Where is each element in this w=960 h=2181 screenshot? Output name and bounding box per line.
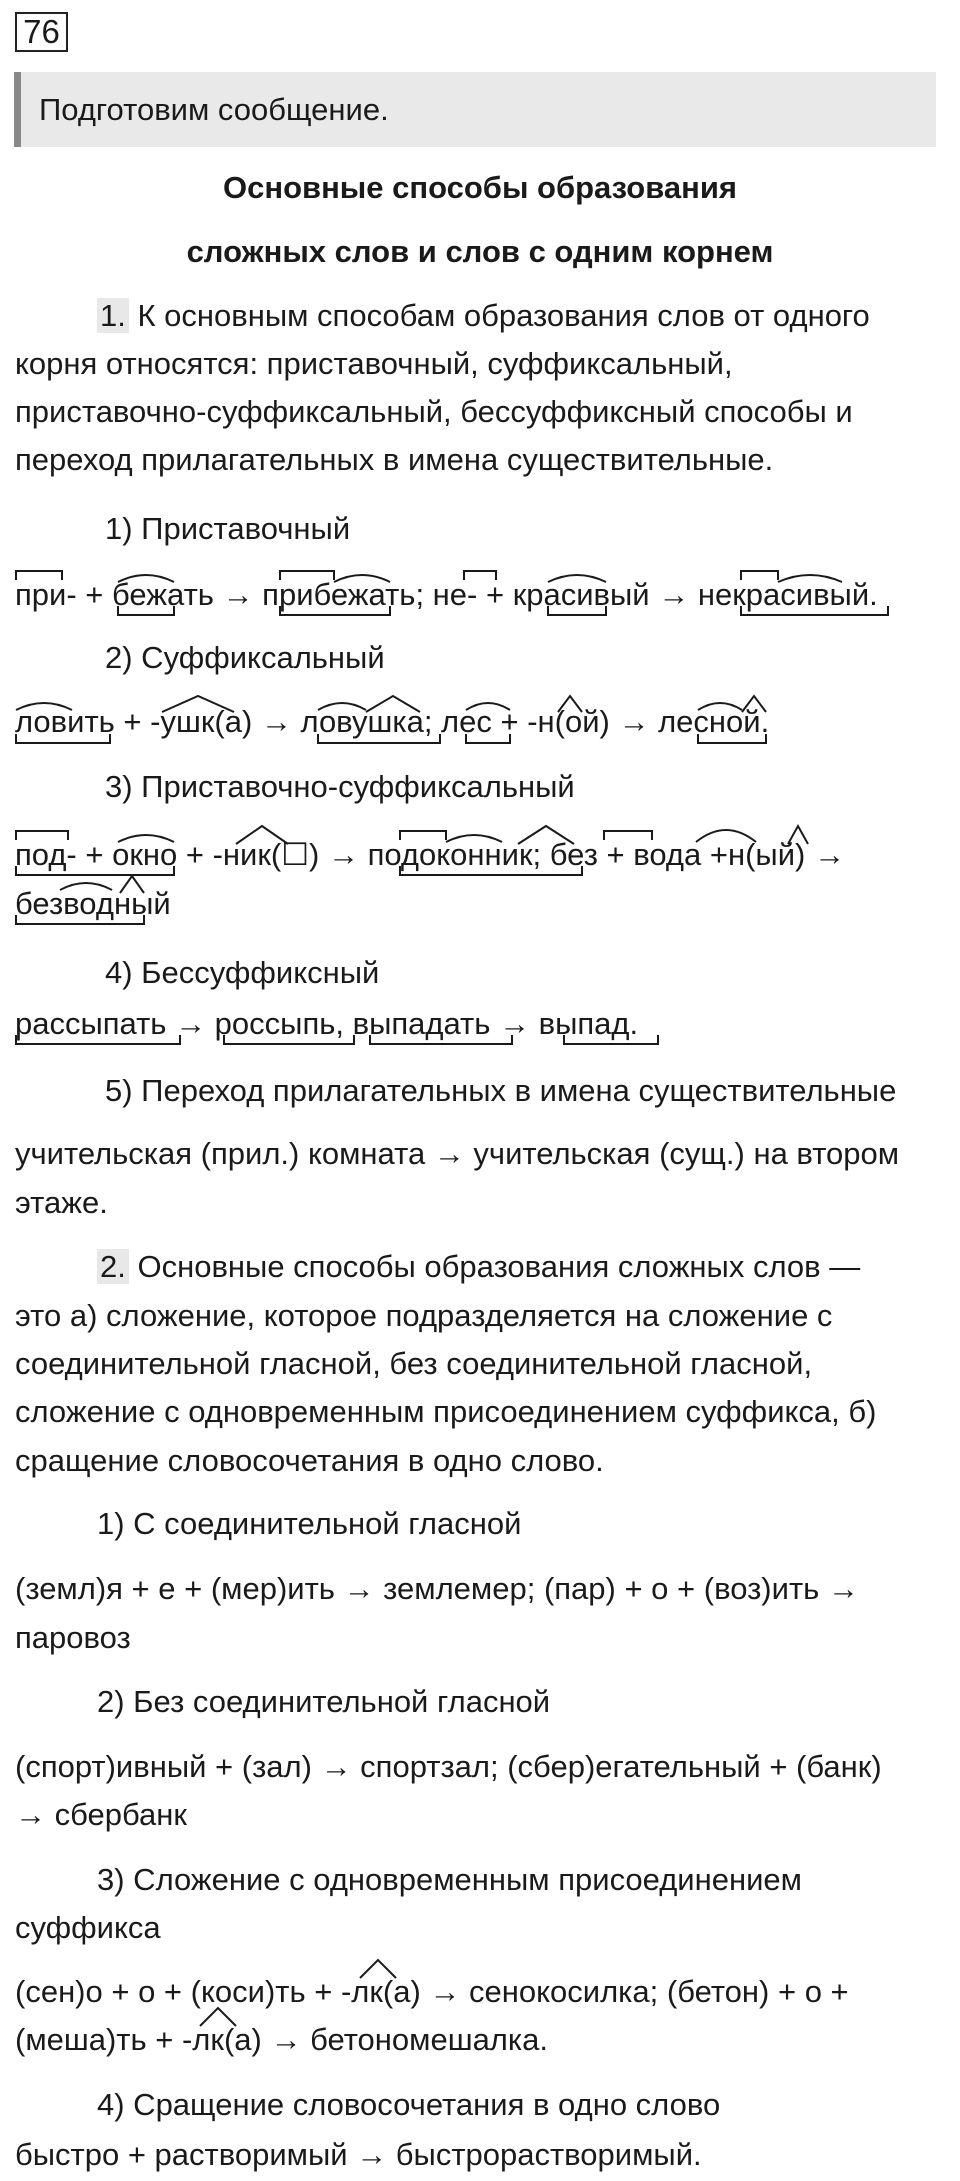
section-3-heading: 3) Приставочно-суффиксальный — [105, 769, 575, 804]
paragraph-1-line-3: приставочно-суффиксальный, бессуффиксный способы и — [15, 394, 853, 429]
exercise-number: 76 — [15, 12, 68, 52]
section-1-example: при- + бежать → прибежать; не- + красивый → некрасивый. — [15, 577, 878, 612]
compound-1-example-line-1: (земл)я + е + (мер)ить → землемер; (пар) + о + (воз)ить → — [15, 1571, 859, 1606]
title-line-2: сложных слов и слов с одним корнем — [186, 234, 774, 269]
compound-2-example-line-2: → сбербанк — [15, 1797, 187, 1832]
section-4-heading: 4) Бессуффиксный — [105, 955, 380, 990]
compound-4-heading: 4) Сращение словосочетания в одно слово — [97, 2087, 721, 2122]
section-3-example-line-2: безводный — [15, 886, 171, 921]
compound-3-heading-line-2: суффикса — [15, 1910, 161, 1945]
compound-4-example: быстро + растворимый → быстрорастворимый. — [15, 2137, 702, 2172]
paragraph-2-text: Основные способы образования сложных слов — — [128, 1249, 861, 1284]
paragraph-1-number: 1. — [97, 298, 129, 333]
section-4-example: рассыпать → россыпь, выпадать → выпад. — [15, 1006, 639, 1041]
section-1-heading: 1) Приставочный — [105, 511, 351, 546]
compound-3-example-line-1: (сен)о + о + (коси)ть + -лк(а) → сенокосилка; (бетон) + о + — [15, 1974, 849, 2009]
section-5-example-line-1: учительская (прил.) комната → учительская (сущ.) на втором — [15, 1136, 900, 1171]
compound-3-example-line-2: (меша)ть + -лк(а) → бетономешалка. — [15, 2022, 548, 2057]
compound-3-heading-line-1: 3) Сложение с одновременным присоединением — [97, 1862, 802, 1897]
paragraph-1-line-4: переход прилагательных в имена существительные. — [15, 442, 774, 477]
section-3-example-line-1: под- + окно + -ник(☐) → подоконник; без + вода +н(ый) → — [15, 837, 845, 872]
paragraph-1-line-2: корня относятся: приставочный, суффиксальный, — [15, 346, 733, 381]
title-line-1: Основные способы образования — [223, 170, 737, 205]
paragraph-2-number: 2. — [97, 1249, 129, 1284]
paragraph-1-line-1 — [97, 296, 870, 336]
paragraph-2-line-3: соединительной гласной, без соединительной гласной, — [15, 1346, 813, 1381]
section-5-heading: 5) Переход прилагательных в имена существительные — [105, 1073, 897, 1108]
compound-1-heading: 1) С соединительной гласной — [97, 1506, 522, 1541]
paragraph-2-line-2: это а) сложение, которое подразделяется на сложение с — [15, 1298, 833, 1333]
paragraph-1-text: К основным способам образования слов от одного — [128, 298, 870, 333]
paragraph-2-line-4: сложение с одновременным присоединением суффикса, б) — [15, 1394, 877, 1429]
compound-1-example-line-2: паровоз — [15, 1620, 131, 1655]
section-2-example: ловить + -ушк(а) → ловушка; лес + -н(ой) → лесной. — [15, 704, 770, 739]
section-5-example-line-2: этаже. — [15, 1185, 108, 1220]
paragraph-2-line-5: сращение словосочетания в одно слово. — [15, 1443, 604, 1478]
compound-2-heading: 2) Без соединительной гласной — [97, 1684, 551, 1719]
task-banner: Подготовим сообщение. — [14, 72, 936, 147]
compound-2-example-line-1: (спорт)ивный + (зал) → спортзал; (сбер)егательный + (банк) — [15, 1749, 882, 1784]
paragraph-2-line-1 — [97, 1247, 860, 1287]
section-2-heading: 2) Суффиксальный — [105, 640, 385, 675]
